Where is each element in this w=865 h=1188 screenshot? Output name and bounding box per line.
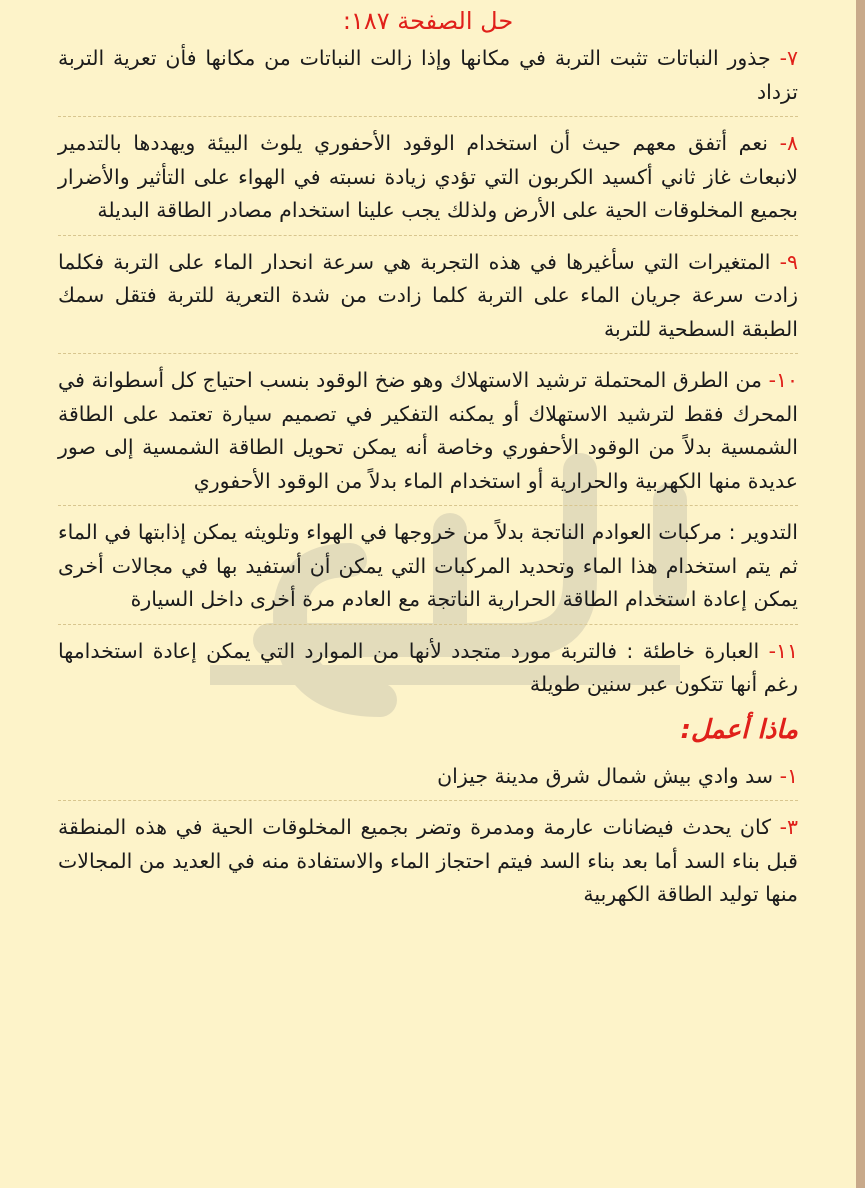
activity-text: سد وادي بيش شمال شرق مدينة جيزان — [437, 763, 780, 788]
divider — [58, 505, 798, 507]
answer-text: جذور النباتات تثبت التربة في مكانها وإذا زالت النباتات من مكانها فأن تعرية التربة تزداد — [58, 46, 798, 104]
answer-9 — [58, 246, 798, 347]
answer-10-recycling — [58, 516, 798, 617]
activity-3 — [58, 811, 798, 912]
answer-number: ٩- — [779, 249, 798, 274]
answer-text: المتغيرات التي سأغيرها في هذه التجربة هي سرعة انحدار الماء على التربة فكلما زادت سرعة جريان الماء على التربة كلما زادت من شدة التعرية للتربة فتقل سمك الطبقة السطحية للتربة — [58, 249, 798, 341]
answer-text: نعم أتفق معهم حيث أن استخدام الوقود الأحفوري يلوث البيئة ويهددها بالتدمير لانبعاث غاز ثاني أكسيد الكربون التي تؤدي زيادة نسبته في الهواء على التأثير والأضرار بجميع المخلوقات الحية على الأرض ولذلك يجب علينا استخدام مصادر الطاقة البديلة — [58, 131, 798, 222]
answer-number: ١٠- — [768, 368, 798, 392]
answer-7 — [58, 42, 798, 109]
answer-number: ٧- — [779, 46, 798, 70]
divider — [58, 235, 798, 237]
divider — [58, 116, 798, 118]
activity-1 — [58, 760, 798, 794]
divider — [58, 353, 798, 355]
answer-8 — [58, 127, 798, 228]
answer-10 — [58, 364, 798, 498]
answer-text: التدوير : مركبات العوادم الناتجة بدلاً من خروجها في الهواء وتلويثه يمكن إذابتها في الماء ثم يتم استخدام هذا الماء وتحديد المركبات التي يمكن أن أستفيد بها في مجالات أخرى يمكن إعادة استخدام الطاقة الحرارية الناتجة مع العادم مرة أخرى داخل السيارة — [58, 520, 798, 611]
section-heading: ماذا أعمل: — [680, 714, 798, 745]
answer-text: من الطرق المحتملة ترشيد الاستهلاك وهو ضخ الوقود بنسب احتياج كل أسطوانة في المحرك فقط لترشيد الاستهلاك أو يمكنه التفكير في تصميم سيارة تعتمد على الطاقة الشمسية بدلاً من الوقود الأحفوري وخاصة أنه يمكن تحويل الطاقة الشمسية إلى صور عديدة منها الكهربية والحرارية أو استخدام الماء بدلاً من الوقود الأحفوري — [58, 368, 798, 493]
activity-number: ١- — [779, 763, 798, 788]
divider — [58, 800, 798, 802]
activity-number: ٣- — [779, 815, 798, 839]
page-edge-strip — [856, 0, 865, 1188]
answer-number: ١١- — [768, 638, 798, 663]
answer-text: العبارة خاطئة : فالتربة مورد متجدد لأنها من الموارد التي يمكن إعادة استخدامها رغم أنها تتكون عبر سنين طويلة — [58, 638, 798, 696]
divider — [58, 624, 798, 626]
answer-11 — [58, 635, 798, 702]
answer-number: ٨- — [779, 131, 798, 155]
page-title: حل الصفحة ١٨٧: — [342, 7, 514, 35]
activity-text: كان يحدث فيضانات عارمة ومدمرة وتضر بجميع المخلوقات الحية في هذه المنطقة قبل بناء السد أما بعد بناء السد فيتم احتجاز الماء والاستفادة منه في العديد من المجالات منها توليد الطاقة الكهربية — [58, 815, 798, 906]
